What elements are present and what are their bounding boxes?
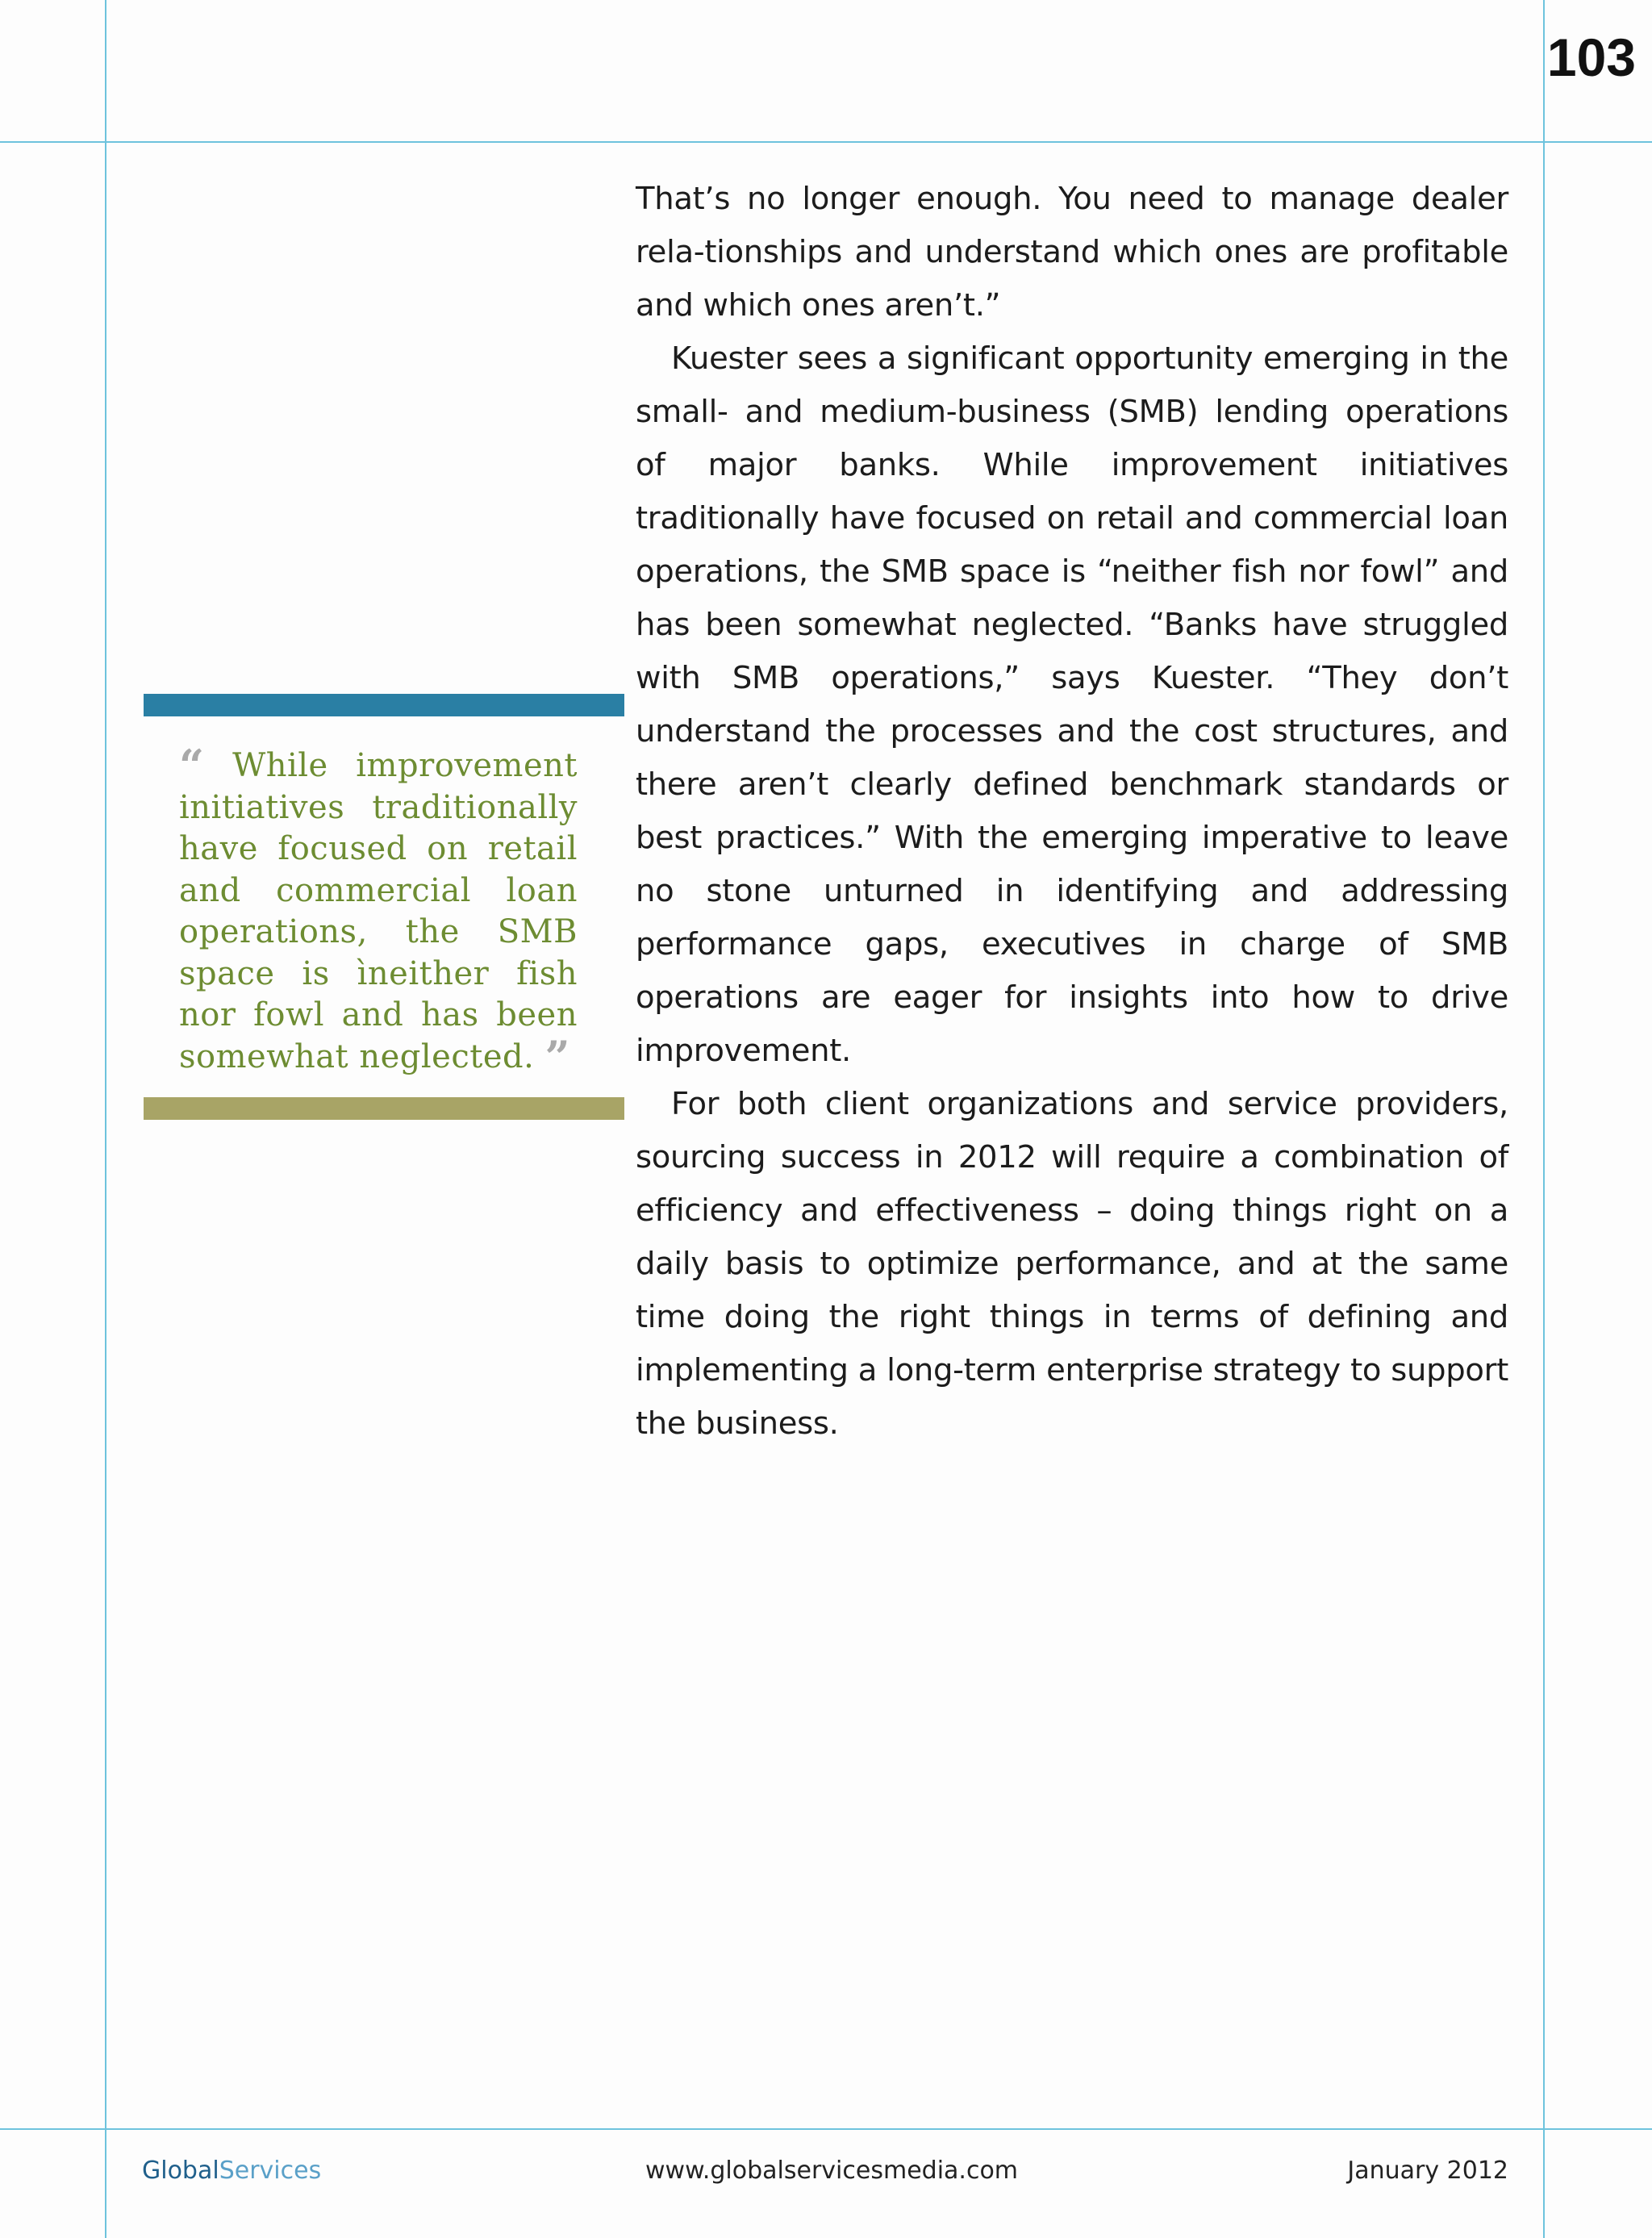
top-margin-guide <box>0 141 1652 143</box>
right-margin-guide <box>1543 0 1545 2238</box>
footer-brand <box>142 2159 321 2183</box>
pull-quote-top-bar <box>144 694 624 716</box>
bottom-margin-guide <box>0 2128 1652 2130</box>
footer-date: January 2012 <box>1347 2157 1508 2185</box>
page-number: 103 <box>1546 27 1636 87</box>
pull-quote-text: While improvement initiatives traditionally have focused on retail and commercial loan operations, the SMB space is ìneither fish nor fowl and has been somewhat neglected. <box>179 747 578 1075</box>
paragraph-3: For both client organizations and service providers, sourcing success in 2012 will require a combination of efficiency and effectiveness – doing things right on a daily basis to optimize performance, and at the same time doing the right things in terms of defining and implementing a long-term enterprise strategy to support the business. <box>636 1086 1508 1442</box>
pull-quote-bottom-bar <box>144 1097 624 1120</box>
left-margin-guide <box>105 0 106 2238</box>
close-quote-mark: ” <box>544 1030 571 1083</box>
pull-quote <box>179 740 578 1083</box>
open-quote-mark: “ <box>179 740 205 791</box>
paragraph-2: Kuester sees a significant opportunity emerging in the small- and medium-business (SMB) lending operations of major banks. While improvement initiatives traditionally have focused on retail and commercial loan operations, the SMB space is “neither fish nor fowl” and has been somewhat neglected. “Banks have struggled with SMB operations,” says Kuester. “They don’t understand the processes and the cost structures, and there aren’t clearly defined benchmark standards or best practices.” With the emerging imperative to leave no stone unturned in identifying and addressing performance gaps, executives in charge of SMB operations are eager for insights into how to drive improvement. <box>636 340 1508 1069</box>
footer-brand-part1: Global <box>142 2157 219 2185</box>
footer-website: www.globalservicesmedia.com <box>645 2157 1019 2185</box>
article-body <box>636 173 1508 1451</box>
footer-brand-part2: Services <box>219 2157 322 2185</box>
paragraph-1: That’s no longer enough. You need to manage dealer rela-tionships and understand which ones are profitable and which ones aren’t.” <box>636 181 1508 324</box>
